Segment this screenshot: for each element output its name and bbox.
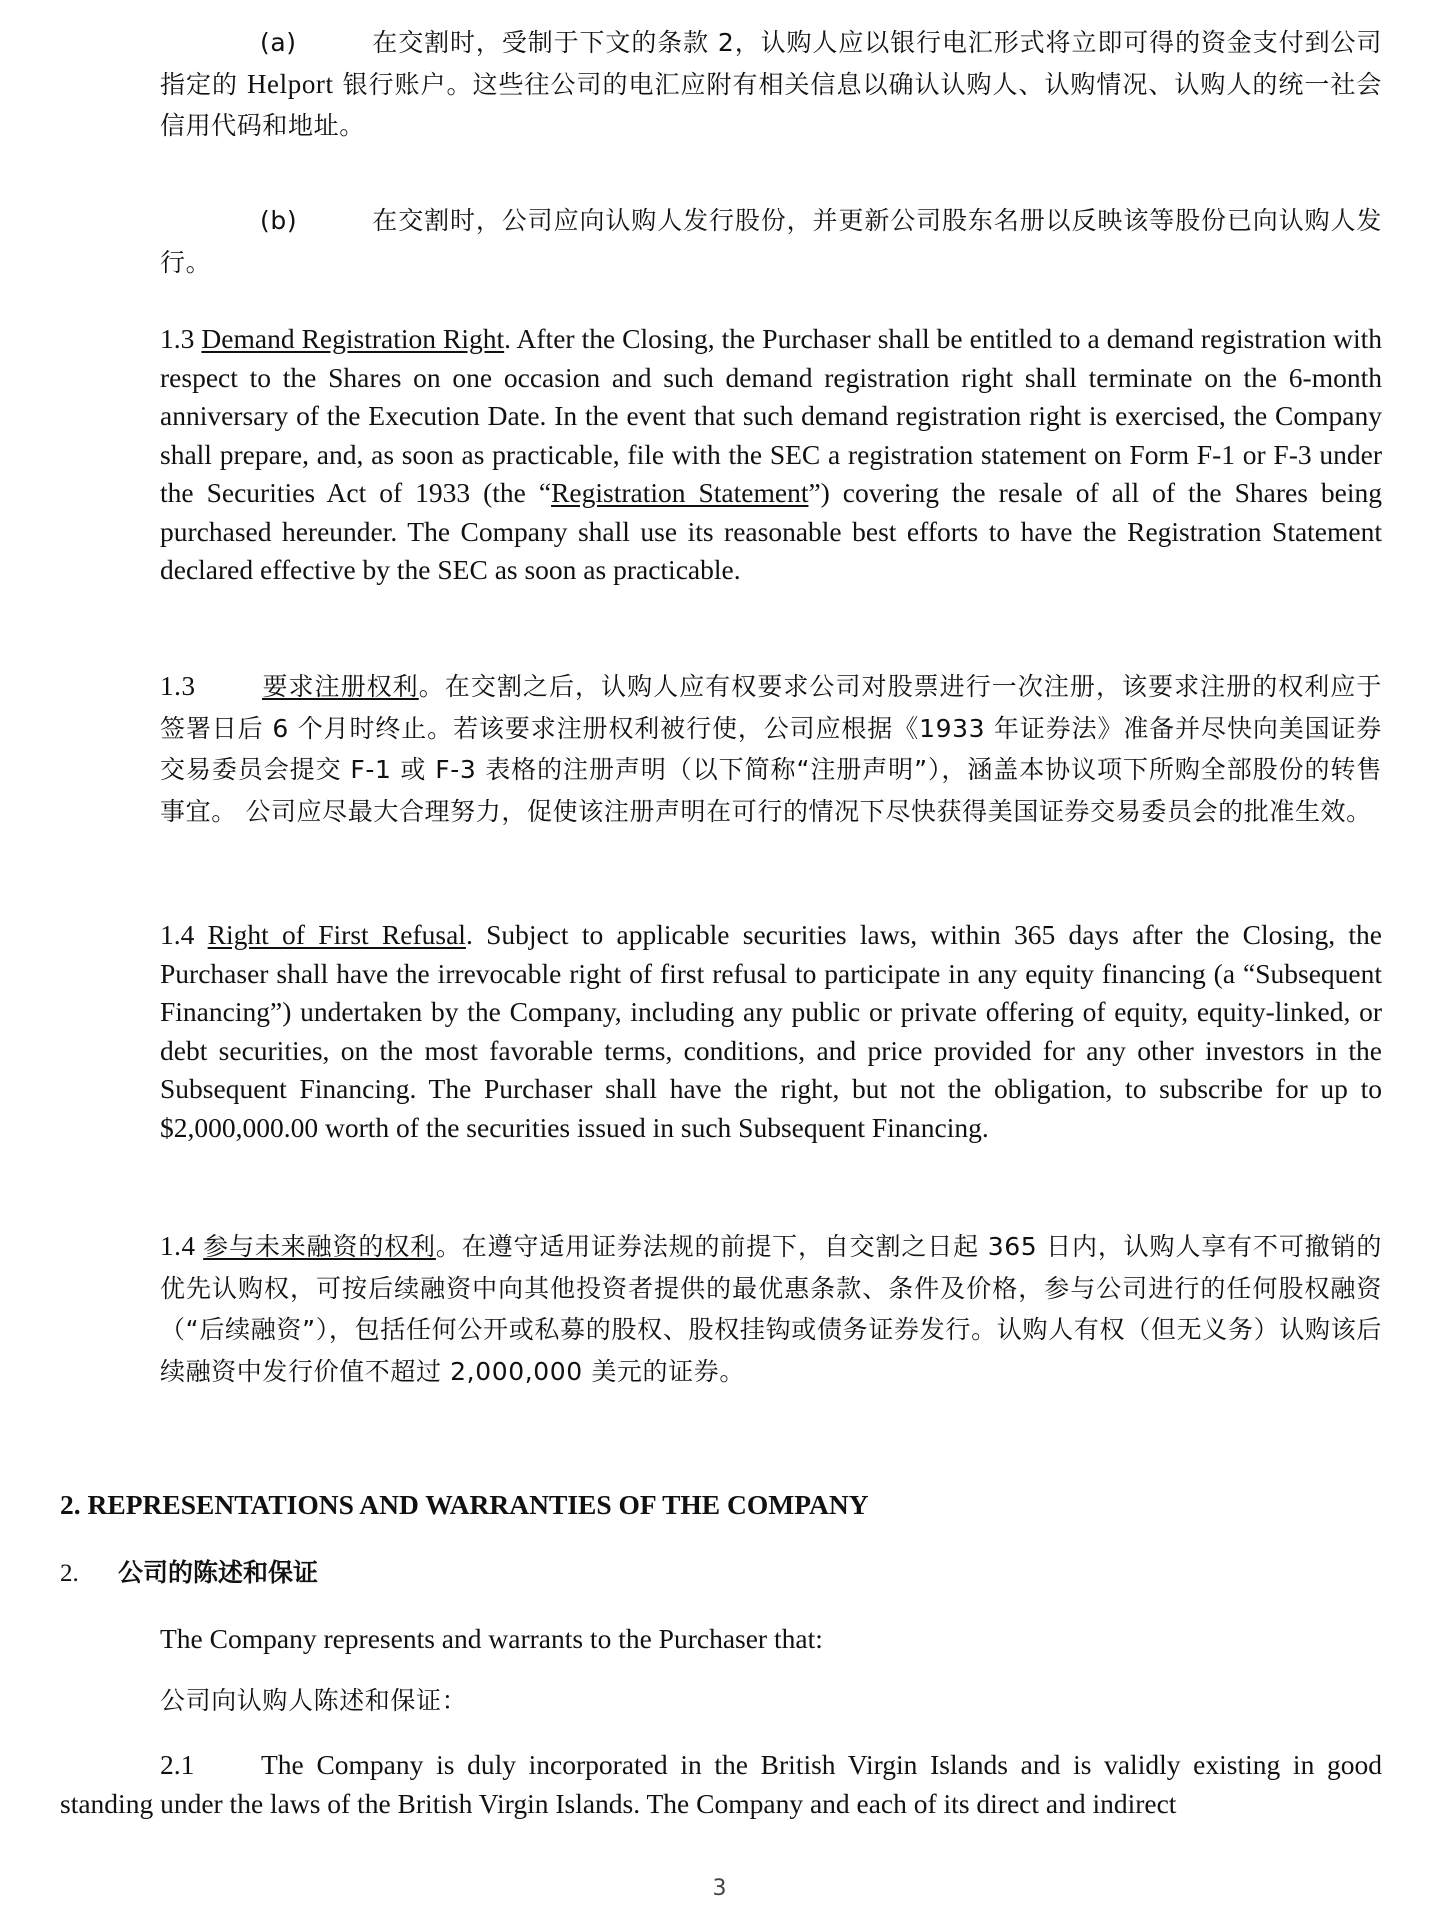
clause-text-continued: ”) covering the resale of all of the Shares being purchased hereunder. The Company shall use its reasonable best efforts to have the Registration Statement declared effective by the SEC as soon as practicable. [160, 477, 1382, 585]
clause-number: 1.3 [160, 671, 196, 701]
paragraph-1-4-zh [160, 1226, 1382, 1392]
clause-text: 。在遵守适用证券法规的前提下，自交割之日起 365 日内，认购人享有不可撤销的优先认购权，可按后续融资中向其他投资者提供的最优惠条款、条件及价格，参与公司进行的任何股权融资（“后续融资”），包括任何公开或私募的股权、股权挂钩或债务证券发行。认购人有权（但无义务）认购该后续融资中发行价值不超过 2,000,000 美元的证券。 [160, 1232, 1383, 1386]
section-title: 公司的陈述和保证 [118, 1558, 319, 1587]
paragraph-1-2-a-zh [160, 22, 1382, 147]
page-number: 3 [712, 1876, 727, 1901]
clause-heading: Demand Registration Right [201, 323, 505, 354]
section-2-heading-zh [60, 1554, 1382, 1593]
bank-name: Helport [246, 68, 334, 99]
clause-a-text-pre: 在交割时，受制于下文的条款 2，认购人应以银行电汇形式将立即可得的资金支付到公司指定的 [160, 28, 1382, 99]
paragraph-1-4-en [160, 916, 1382, 1147]
clause-label-b: (b) [260, 206, 298, 235]
clause-number: 1.4 [160, 1231, 204, 1261]
paragraph-1-3-en [160, 320, 1382, 590]
clause-text: . After the Closing, the Purchaser shall be entitled to a demand registration with respect to the Shares on one occasion and such demand registration right shall terminate on the 6-month anniversary of the Execution Date. In the event that such demand registration right is exercised, the Company shall prepare, and, as soon as practicable, file with the SEC a registration statement on Form F-1 or F-3 under the Securities Act of 1933 (the “ [160, 323, 1382, 508]
section-2-heading-en: 2. REPRESENTATIONS AND WARRANTIES OF THE COMPANY [60, 1489, 869, 1520]
clause-b-text: 在交割时，公司应向认购人发行股份，并更新公司股东名册以反映该等股份已向认购人发行。 [160, 206, 1382, 277]
clause-a-text-post: 银行账户。这些往公司的电汇应附有相关信息以确认认购人、认购情况、认购人的统一社会信用代码和地址。 [160, 69, 1382, 140]
section-number: 2. [60, 1560, 79, 1587]
section-2-intro-zh: 公司向认购人陈述和保证： [160, 1686, 468, 1715]
clause-heading: Right of First Refusal [207, 919, 466, 950]
paragraph-2-1-en [60, 1746, 1382, 1823]
clause-label-a: (a) [260, 28, 297, 57]
paragraph-1-2-b-zh [160, 200, 1382, 283]
defined-term: Registration Statement [551, 477, 809, 508]
clause-text: 。在交割之后，认购人应有权要求公司对股票进行一次注册，该要求注册的权利应于签署日后 6 个月时终止。若该要求注册权利被行使，公司应根据《1933 年证券法》准备并尽快向美国证券交易委员会提交 F-1 或 F-3 表格的注册声明（以下简称“注册声明”），涵盖本协议项下所购全部股份的转售事宜。 公司应尽最大合理努力，促使该注册声明在可行的情况下尽快获得美国证券交易委员会的批准生效。 [160, 672, 1383, 826]
clause-text: The Company is duly incorporated in the British Virgin Islands and is validly existing in good standing under the laws of the British Virgin Islands. The Company and each of its direct and indirect [60, 1749, 1382, 1819]
paragraph-1-3-zh [160, 666, 1382, 832]
clause-number: 1.4 [160, 919, 208, 950]
clause-number: 2.1 [160, 1749, 195, 1780]
clause-number: 1.3 [160, 323, 202, 354]
clause-heading: 要求注册权利 [262, 672, 419, 701]
clause-text: . Subject to applicable securities laws, within 365 days after the Closing, the Purchaser shall have the irrevocable right of first refusal to participate in any equity financing (a “Subsequent Financing”) undertaken by the Company, including any public or private offering of equity, equity-linked, or debt securities, on the most favorable terms, conditions, and price provided for any other investors in the Subsequent Financing. The Purchaser shall have the right, but not the obligation, to subscribe for up to $2,000,000.00 worth of the securities issued in such Subsequent Financing. [160, 919, 1382, 1143]
clause-heading: 参与未来融资的权利 [203, 1232, 436, 1261]
section-2-intro-en: The Company represents and warrants to the Purchaser that: [160, 1623, 823, 1654]
